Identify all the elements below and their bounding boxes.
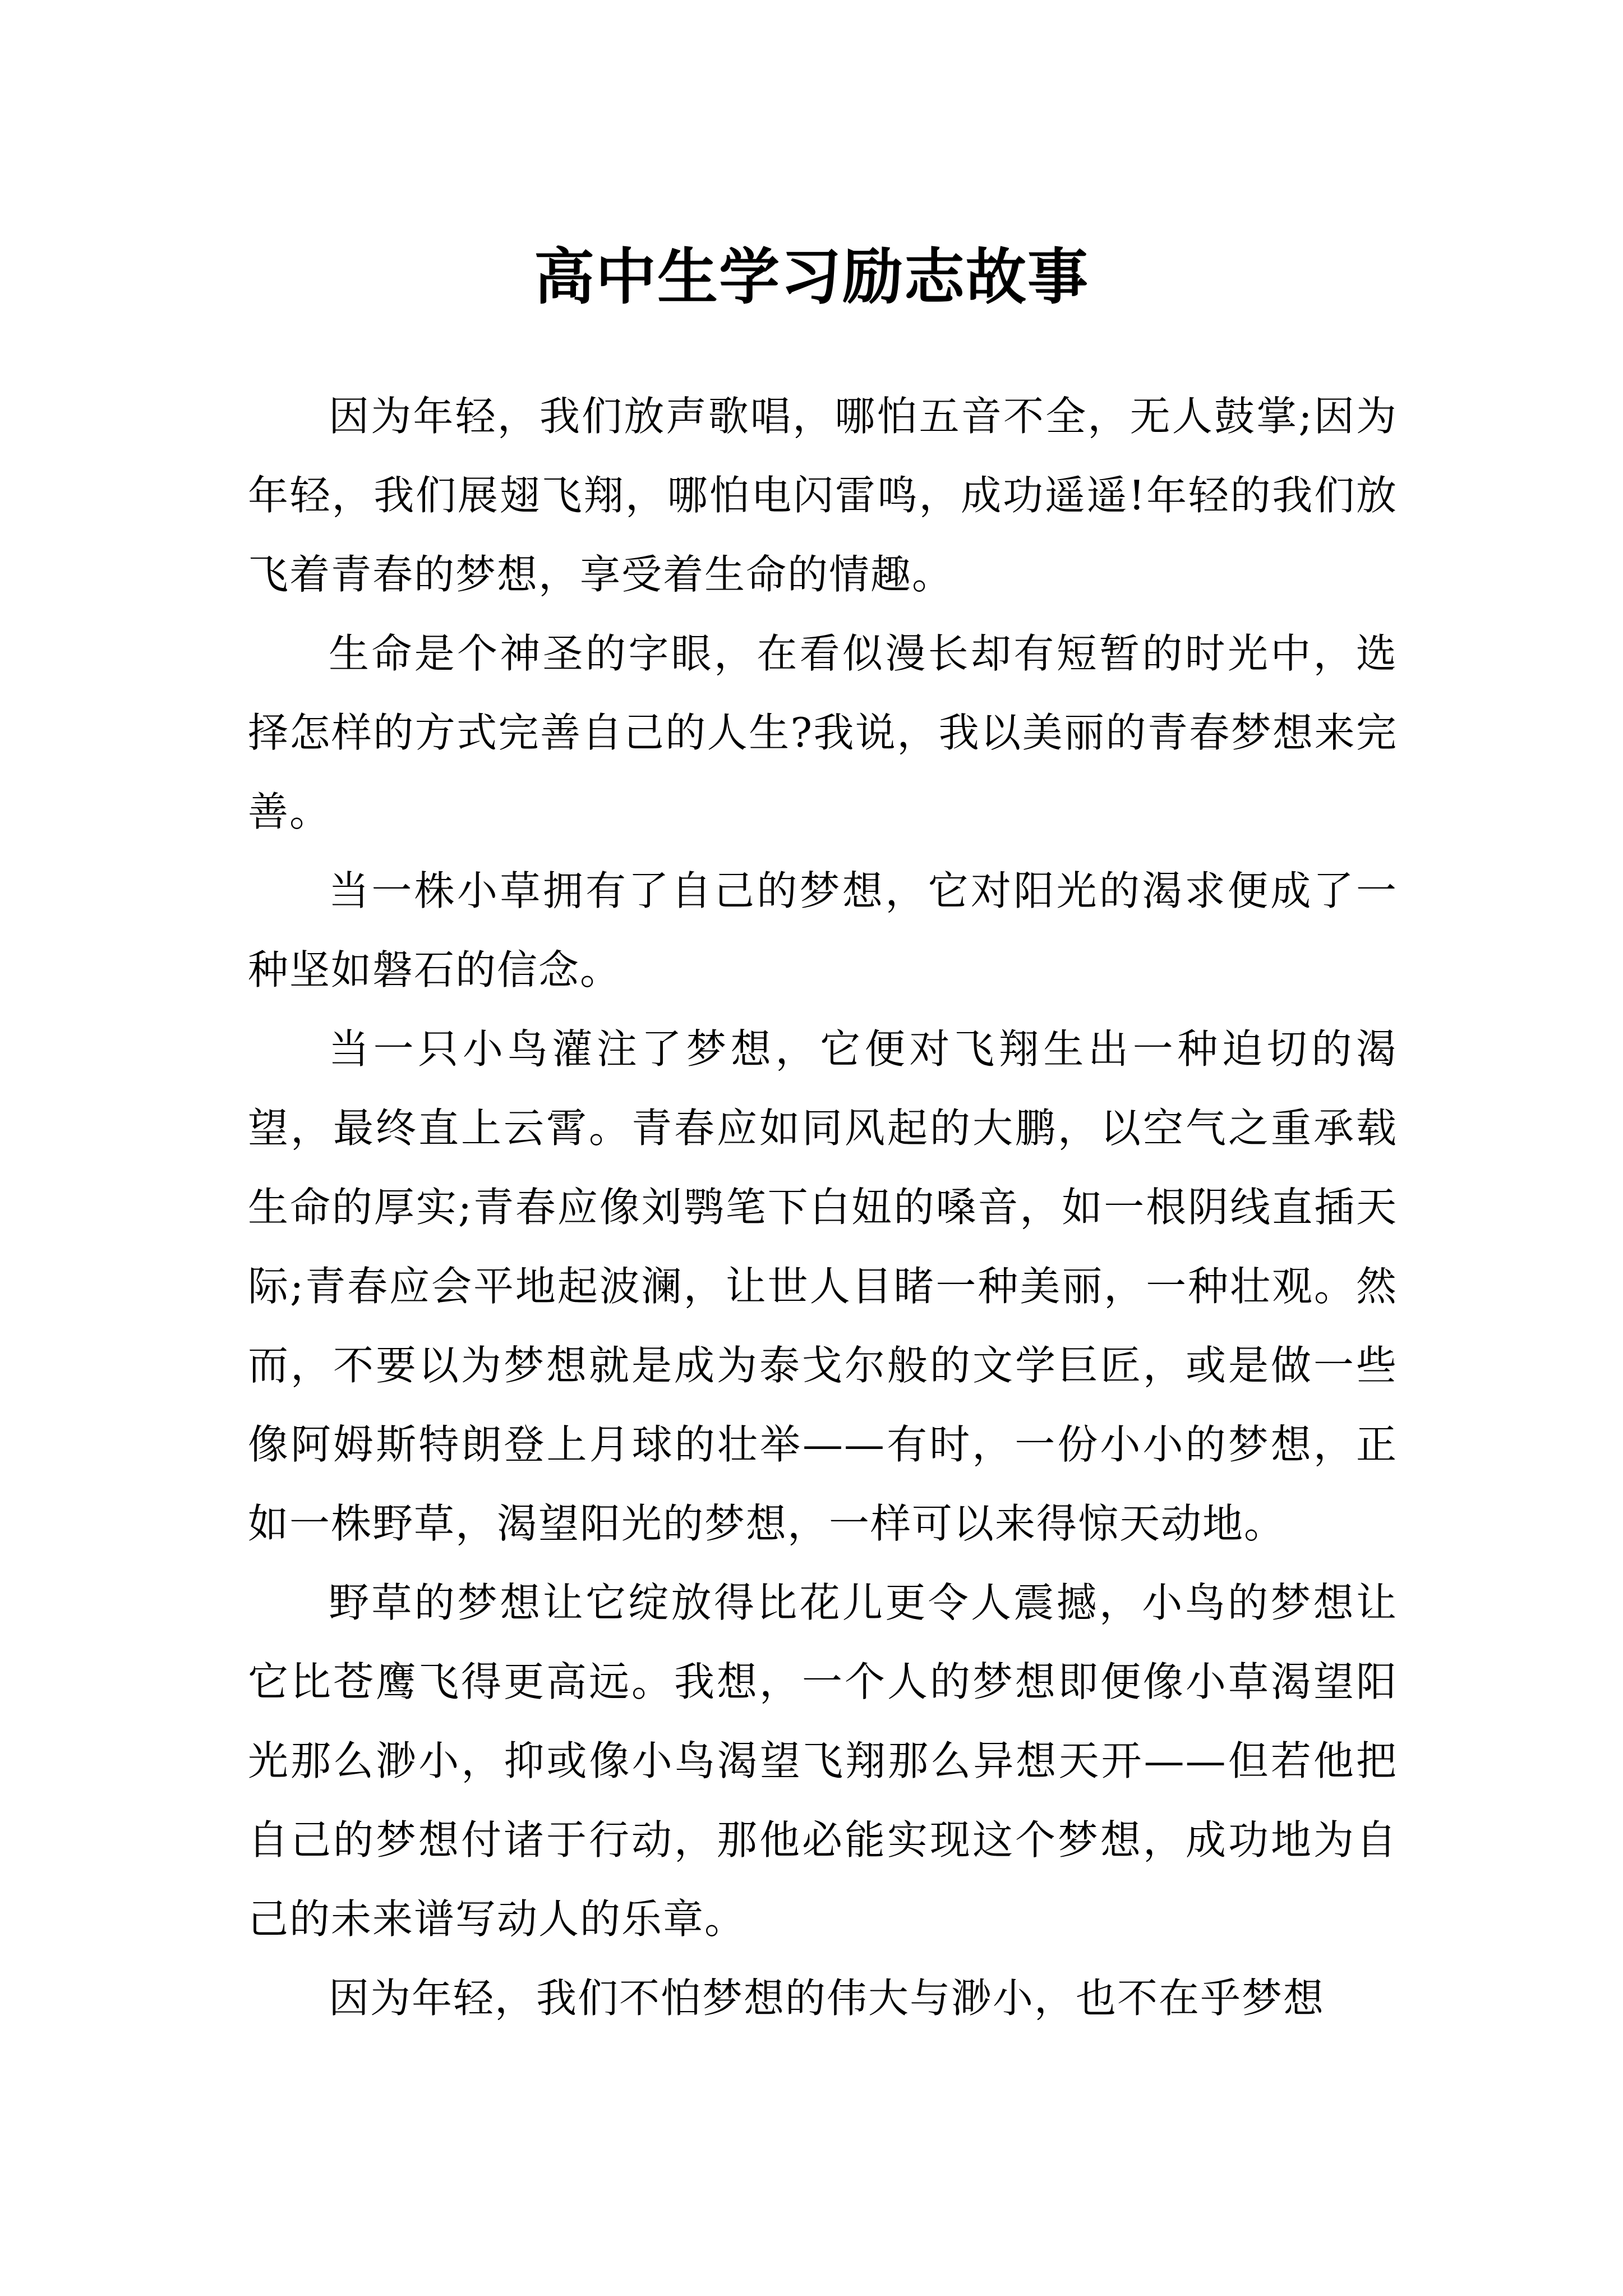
document-body (248, 377, 1398, 2038)
paragraph-5: 野草的梦想让它绽放得比花儿更令人震撼，小鸟的梦想让它比苍鹰飞得更高远。我想，一个人的梦想即便像小草渴望阳光那么渺小，抑或像小鸟渴望飞翔那么异想天开——但若他把自己的梦想付诸于行动，那他必能实现这个梦想，成功地为自己的未来谱写动人的乐章。 (248, 1579, 1398, 1943)
paragraph-4: 当一只小鸟灌注了梦想，它便对飞翔生出一种迫切的渴望，最终直上云霄。青春应如同风起的大鹏，以空气之重承载生命的厚实;青春应像刘鹗笔下白妞的嗓音，如一根阴线直插天际;青春应会平地起波澜，让世人目睹一种美丽，一种壮观。然而，不要以为梦想就是成为泰戈尔般的文学巨匠，或是做一些像阿姆斯特朗登上月球的壮举——有时，一份小小的梦想，正如一株野草，渴望阳光的梦想，一样可以来得惊天动地。 (248, 1025, 1398, 1547)
document-title: 高中生学习励志故事 (533, 242, 1089, 313)
paragraph-2: 生命是个神圣的字眼，在看似漫长却有短暂的时光中，选择怎样的方式完善自己的人生?我说，我以美丽的青春梦想来完善。 (248, 630, 1398, 835)
paragraph-3: 当一株小草拥有了自己的梦想，它对阳光的渴求便成了一种坚如磐石的信念。 (248, 867, 1398, 993)
paragraph-6: 因为年轻，我们不怕梦想的伟大与渺小，也不在乎梦想 (329, 1975, 1325, 2022)
paragraph-1: 因为年轻，我们放声歌唱，哪怕五音不全，无人鼓掌;因为年轻，我们展翅飞翔，哪怕电闪雷鸣，成功遥遥!年轻的我们放飞着青春的梦想，享受着生命的情趣。 (248, 393, 1398, 598)
